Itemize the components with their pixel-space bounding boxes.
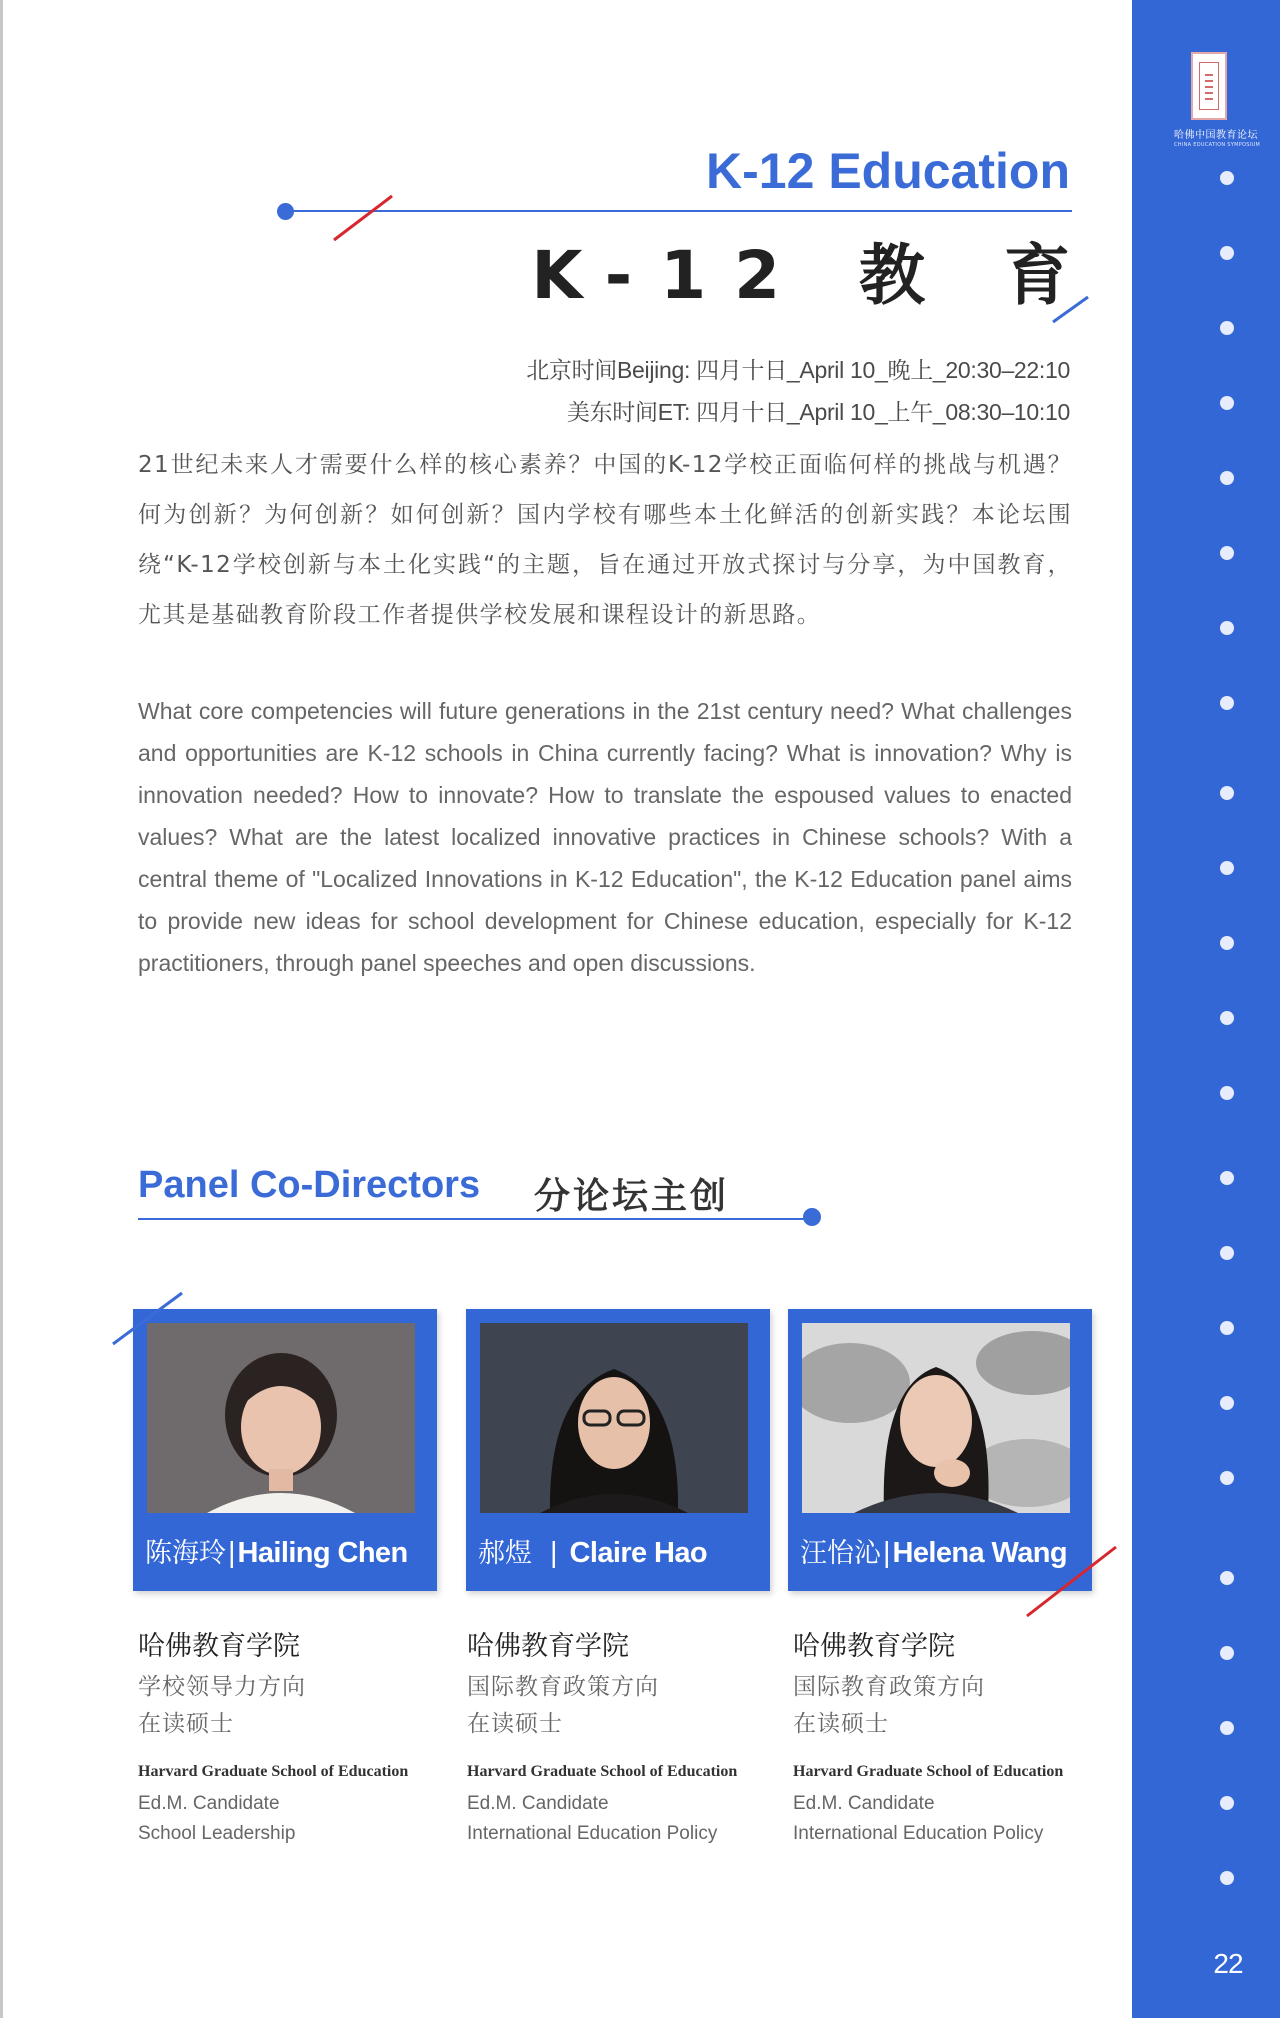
director-bio-3 [793, 1624, 1093, 1849]
director-name-cn: 汪怡沁 [800, 1538, 881, 1569]
director-name-cn: 陈海玲 [145, 1538, 226, 1569]
section-underline [138, 1218, 812, 1220]
bio-school-en: Harvard Graduate School of Education [793, 1763, 1064, 1780]
bio-school-cn: 哈佛教育学院 [138, 1631, 300, 1662]
director-name-1 [145, 1539, 408, 1568]
director-photo-3 [802, 1323, 1070, 1513]
title-line-dot [277, 203, 294, 220]
bio-track-en: School Leadership [138, 1823, 296, 1844]
page-number: 22 [1213, 1948, 1243, 1979]
band-dot [1220, 1471, 1234, 1485]
section-title-cn: 分论坛主创 [534, 1176, 730, 1217]
band-dot [1220, 861, 1234, 875]
band-dot [1220, 1871, 1234, 1885]
logo-text-cn: 哈佛中国教育论坛 [1174, 130, 1258, 141]
logo-text-en: CHINA EDUCATION SYMPOSIUM [1174, 142, 1261, 148]
band-dot [1220, 1796, 1234, 1810]
director-name-en: Hailing Chen [237, 1537, 408, 1569]
bio-degree-en: Ed.M. Candidate [467, 1793, 609, 1814]
name-separator: | [550, 1537, 558, 1569]
bio-degree-cn: 在读硕士 [467, 1711, 563, 1737]
band-dot [1220, 171, 1234, 185]
director-name-en: Claire Hao [569, 1537, 707, 1569]
title-red-slash [330, 192, 396, 244]
band-dot [1220, 621, 1234, 635]
page-title-en: K-12 Education [706, 143, 1070, 199]
bio-degree-cn: 在读硕士 [138, 1711, 234, 1737]
card-red-slash [1024, 1544, 1120, 1620]
bio-degree-en: Ed.M. Candidate [793, 1793, 935, 1814]
band-dot [1220, 1086, 1234, 1100]
schedule-beijing: 北京时间Beijing: 四月十日_April 10_晚上_20:30–22:10 [526, 357, 1070, 383]
band-dot [1220, 471, 1234, 485]
bio-school-cn: 哈佛教育学院 [467, 1631, 629, 1662]
band-dot [1220, 1171, 1234, 1185]
bio-degree-en: Ed.M. Candidate [138, 1793, 280, 1814]
card-blue-slash [110, 1290, 186, 1348]
intro-text-cn: 21世纪未来人才需要什么样的核心素养？中国的K-12学校正面临何样的挑战与机遇？何为创新？为何创新？如何创新？国内学校有哪些本土化鲜活的创新实践？本论坛围绕“K-12学校创新与本土化实践“的主题，旨在通过开放式探讨与分享，为中国教育，尤其是基础教育阶段工作者提供学校发展和课程设计的新思路。 [138, 452, 1072, 628]
bio-school-en: Harvard Graduate School of Education [467, 1763, 738, 1780]
band-dot [1220, 786, 1234, 800]
bio-track-cn: 学校领导力方向 [138, 1674, 306, 1700]
director-card-1 [133, 1309, 437, 1591]
band-dot [1220, 1721, 1234, 1735]
name-separator: | [883, 1537, 891, 1569]
page-title-cn: K-12 教 育 [531, 237, 1098, 314]
band-dot [1220, 321, 1234, 335]
bio-track-en: International Education Policy [467, 1823, 718, 1844]
director-name-2 [478, 1539, 707, 1568]
bio-track-cn: 国际教育政策方向 [467, 1674, 659, 1700]
band-dot [1220, 1246, 1234, 1260]
band-dot [1220, 396, 1234, 410]
bio-school-cn: 哈佛教育学院 [793, 1631, 955, 1662]
director-card-2 [466, 1309, 770, 1591]
name-separator: | [228, 1537, 236, 1569]
section-line-dot [803, 1208, 821, 1226]
title-blue-slash [1050, 294, 1092, 326]
title-underline [286, 210, 1072, 212]
band-dot [1220, 1571, 1234, 1585]
bio-track-cn: 国际教育政策方向 [793, 1674, 985, 1700]
band-dot [1220, 246, 1234, 260]
bio-school-en: Harvard Graduate School of Education [138, 1763, 409, 1780]
band-dot [1220, 936, 1234, 950]
band-dot [1220, 696, 1234, 710]
page-left-edge [0, 0, 3, 2018]
section-title-en: Panel Co-Directors [138, 1164, 481, 1206]
band-dot [1220, 1396, 1234, 1410]
band-dot [1220, 546, 1234, 560]
symposium-logo [1174, 52, 1261, 148]
seal-logo-icon [1191, 52, 1227, 120]
director-bio-2 [467, 1624, 767, 1849]
director-photo-1 [147, 1323, 415, 1513]
band-dot [1220, 1321, 1234, 1335]
side-band [1132, 0, 1280, 2018]
director-name-cn: 郝煜 [478, 1538, 532, 1569]
bio-track-en: International Education Policy [793, 1823, 1044, 1844]
intro-text-en: What core competencies will future generations in the 21st century need? What challenges and opportunities are K-12 schools in China currently facing? What is innovation? Why is innovation needed? How to innovate? How to translate the espoused values to enacted values? What are the latest localized innovative practices in Chinese schools? With a central theme of "Localized Innovations in K-12 Education", the K-12 Education panel aims to provide new ideas for school development for Chinese education, especially for K-12 practitioners, through panel speeches and open discussions. [138, 698, 1072, 976]
band-dot [1220, 1011, 1234, 1025]
band-dot [1220, 1646, 1234, 1660]
director-bio-1 [138, 1624, 438, 1849]
schedule-et: 美东时间ET: 四月十日_April 10_上午_08:30–10:10 [566, 399, 1070, 425]
bio-degree-cn: 在读硕士 [793, 1711, 889, 1737]
director-name-en: Helena Wang [892, 1537, 1067, 1569]
director-photo-2 [480, 1323, 748, 1513]
